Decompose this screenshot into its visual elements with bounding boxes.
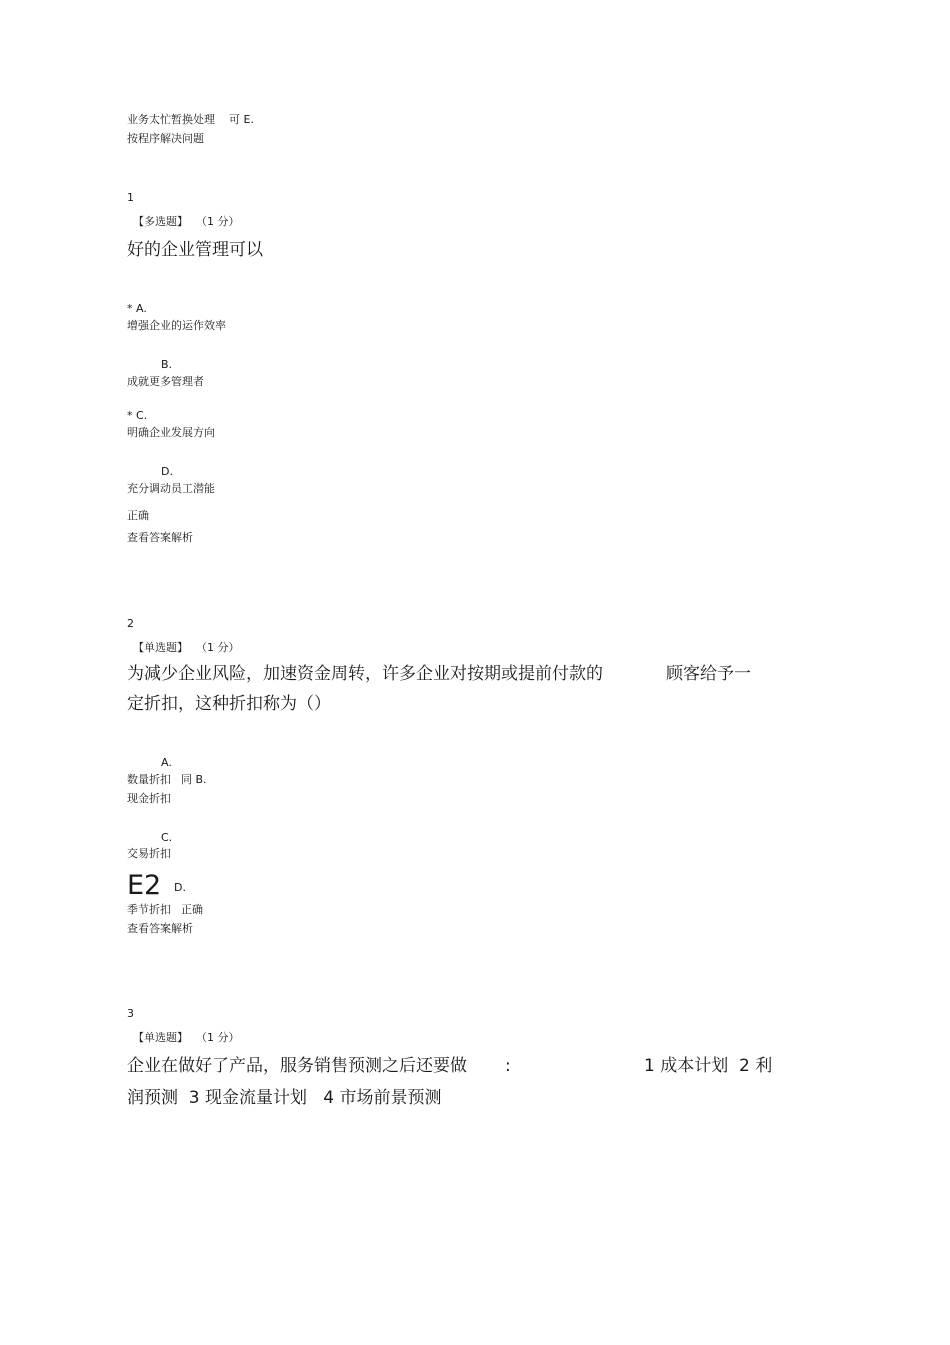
option-label: * C. bbox=[127, 409, 148, 422]
question-stem: 顾客给予一 bbox=[666, 664, 751, 684]
result-label: 正确 bbox=[181, 903, 203, 916]
intro-option-label: 可 E. bbox=[229, 113, 254, 126]
view-analysis-link[interactable]: 查看答案解析 bbox=[127, 531, 193, 544]
option-text: 数量折扣 bbox=[127, 773, 171, 786]
option-text: 充分调动员工潜能 bbox=[127, 482, 215, 495]
question-number: 1 bbox=[127, 191, 134, 204]
question-score: （1 分） bbox=[196, 215, 240, 228]
intro-line: 业务太忙暂换处理 bbox=[127, 113, 215, 126]
option-text: 增强企业的运作效率 bbox=[127, 319, 226, 332]
question-type: 【多选题】 bbox=[133, 215, 188, 228]
question-score: （1 分） bbox=[196, 641, 240, 654]
question-type: 【单选题】 bbox=[133, 641, 188, 654]
option-label: B. bbox=[161, 358, 173, 371]
option-text: 交易折扣 bbox=[127, 847, 171, 860]
option-label: A. bbox=[161, 756, 172, 769]
question-stem: 定折扣，这种折扣称为（） bbox=[127, 694, 331, 714]
result-label: 正确 bbox=[127, 509, 149, 522]
question-stem: 1 成本计划 2 利 bbox=[644, 1056, 773, 1076]
question-number: 3 bbox=[127, 1007, 134, 1020]
question-stem: 为减少企业风险，加速资金周转，许多企业对按期或提前付款的 bbox=[127, 664, 603, 684]
option-label: * A. bbox=[127, 302, 147, 315]
option-label: 同 B. bbox=[181, 773, 207, 786]
option-label: D. bbox=[174, 881, 186, 894]
option-label: D. bbox=[161, 465, 173, 478]
option-text: 现金折扣 bbox=[127, 792, 171, 805]
question-type: 【单选题】 bbox=[133, 1031, 188, 1044]
question-number: 2 bbox=[127, 617, 134, 630]
question-stem: 润预测 3 现金流量计划 4 市场前景预测 bbox=[127, 1088, 442, 1108]
option-text: 明确企业发展方向 bbox=[127, 426, 215, 439]
view-analysis-link[interactable]: 查看答案解析 bbox=[127, 922, 193, 935]
option-text: 成就更多管理者 bbox=[127, 375, 204, 388]
option-label: C. bbox=[161, 831, 173, 844]
question-stem: : bbox=[505, 1056, 511, 1076]
option-text: 季节折扣 bbox=[127, 903, 171, 916]
intro-line: 按程序解决问题 bbox=[127, 132, 204, 145]
question-score: （1 分） bbox=[196, 1031, 240, 1044]
question-stem: 好的企业管理可以 bbox=[127, 240, 263, 260]
question-stem: 企业在做好了产品，服务销售预测之后还要做 bbox=[127, 1056, 467, 1076]
large-mark: E2 bbox=[127, 870, 162, 901]
